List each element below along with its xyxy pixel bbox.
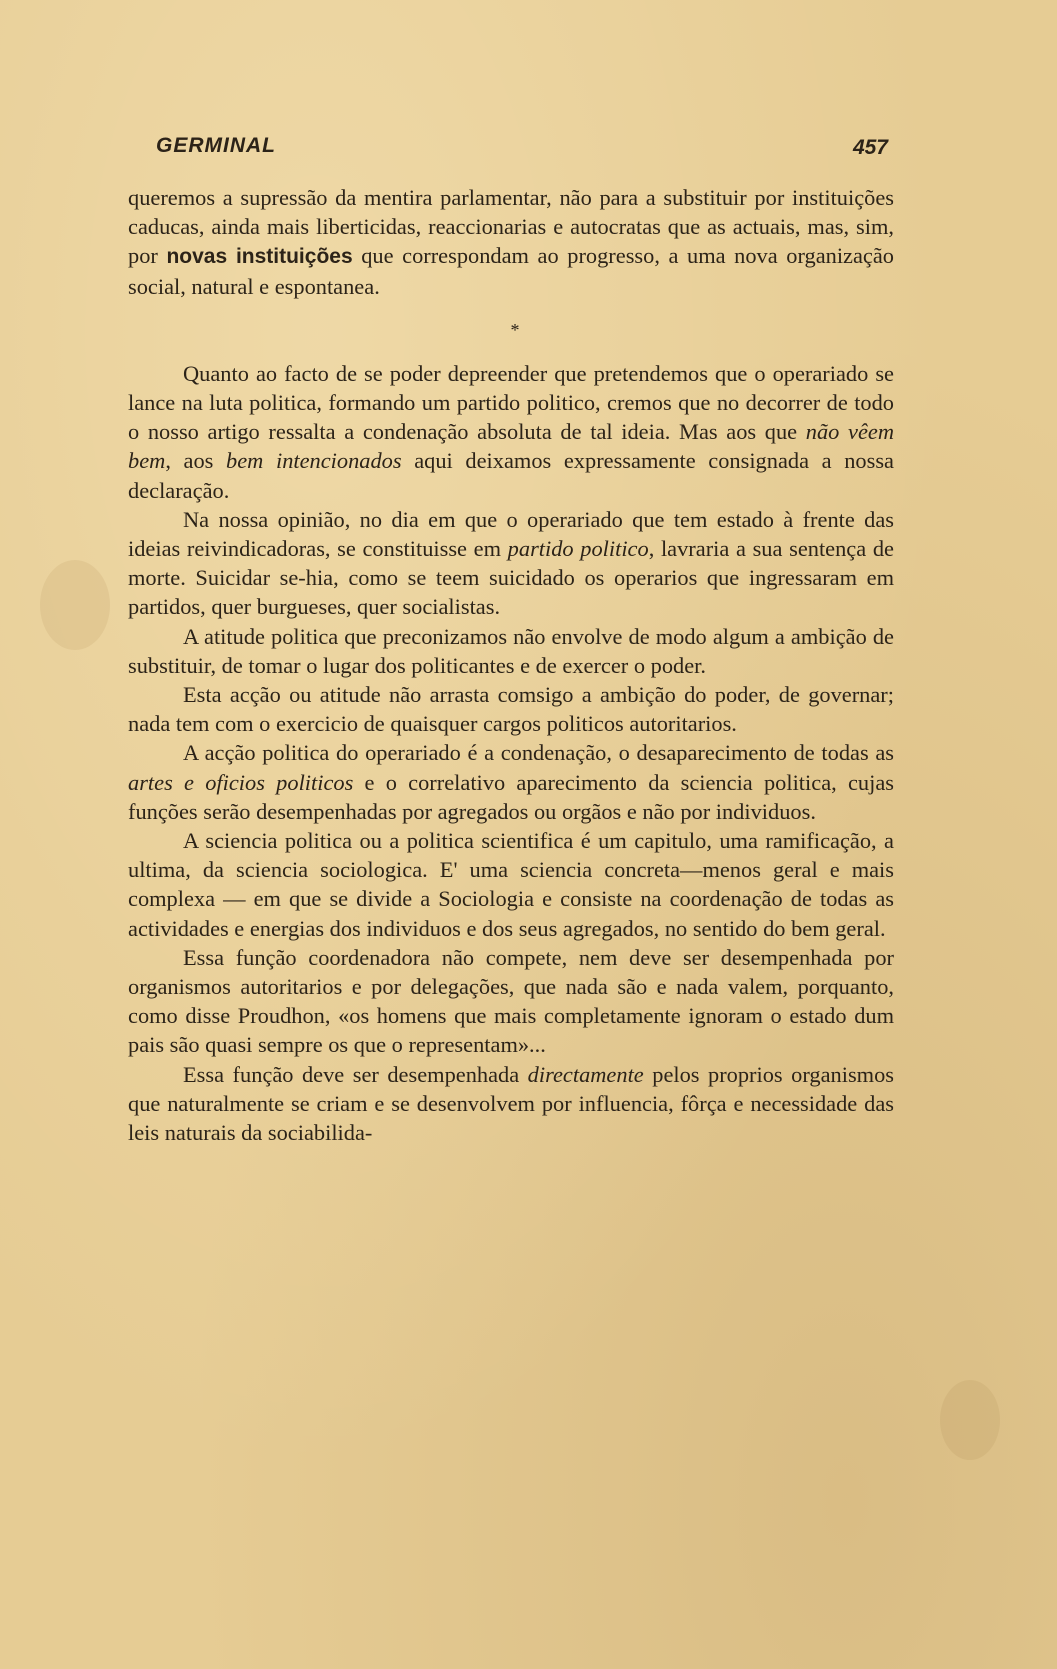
intro-paragraph (128, 183, 894, 301)
paragraph: A atitude politica que preconizamos não envolve de modo algum a ambição de substituir, de tomar o lugar dos politicantes e de exercer o poder. (128, 623, 894, 678)
bold-emphasis: novas instituições (166, 245, 353, 269)
text-run: , aos (165, 448, 227, 474)
text-run: pelos proprios organismos que naturalmente se criam e se desenvolvem por influencia, fôrça e necessidade das leis naturais da sociabilida- (128, 1061, 894, 1146)
text-run: A acção politica do operariado é a condenação, o desaparecimento de todas as (183, 740, 894, 766)
paragraph: A sciencia politica ou a politica scientifica é um capitulo, uma ramificação, a ultima, da sciencia sociologica. E' uma sciencia concreta—menos geral e mais complexa — em que se divide a Sociologia e consiste na coordenação de todas as actividades e energias dos individuos e dos seus agregados, no sentido do bem geral. (128, 828, 894, 941)
italic-emphasis: partido politico (507, 536, 649, 562)
italic-emphasis: não vêem bem (128, 419, 894, 474)
italic-emphasis: bem intencionados (226, 448, 402, 474)
text-run: Essa função deve ser desempenhada (183, 1061, 528, 1087)
section-separator: * (510, 319, 520, 340)
paragraph: Essa função coordenadora não compete, nem deve ser desempenhada por organismos autoritarios e por delegações, que nada são e nada valem, porquanto, como disse Proudhon, «os homens que mais completamente ignoram o estado dum pais são quasi sempre os que o representam»... (128, 944, 894, 1058)
text-run: queremos a supressão da mentira parlamentar, não para a substituir por instituições caducas, ainda mais liberticidas, reaccionarias e autocratas que as actuais, mas, sim, por (128, 185, 894, 269)
paragraph (128, 738, 894, 826)
text-run: Na nossa opinião, no dia em que o operariado que tem estado à frente das ideias reivindicadoras, se constituisse em (128, 506, 894, 562)
page-header (156, 126, 892, 166)
paragraph (128, 505, 894, 622)
paragraph: Esta acção ou atitude não arrasta comsigo a ambição do poder, de governar; nada tem com o exercicio de quaisquer cargos politicos autoritarios. (128, 682, 894, 737)
text-run: , lavraria a sua sentença de morte. Suicidar se-hia, como se teem suicidado os operarios que ingressaram em partidos, quer burgueses, quer socialistas. (128, 536, 894, 620)
paragraph (128, 359, 894, 505)
page-number: 457 (852, 136, 888, 159)
italic-emphasis: artes e oficios politicos (128, 769, 354, 795)
running-title: GERMINAL (156, 134, 276, 157)
italic-emphasis: directamente (527, 1061, 644, 1087)
text-run: Quanto ao facto de se poder depreender que pretendemos que o operariado se lance na luta politica, formando um partido politico, cremos que no decorrer de todo o nosso artigo ressalta a condenação absoluta de tal ideia. Mas aos que (128, 360, 894, 445)
paper-stain (940, 1380, 1000, 1460)
paragraph (128, 1060, 894, 1148)
text-run: e o correlativo aparecimento da sciencia politica, cujas funções serão desempenhadas por agregados ou orgãos e não por individuos. (128, 769, 894, 824)
paper-stain (40, 560, 110, 650)
text-run: aqui deixamos expressamente consignada a nossa declaração. (128, 448, 894, 503)
text-run: que correspondam ao progresso, a uma nova organização social, natural e espontanea. (128, 243, 894, 299)
body-text (128, 183, 894, 1147)
